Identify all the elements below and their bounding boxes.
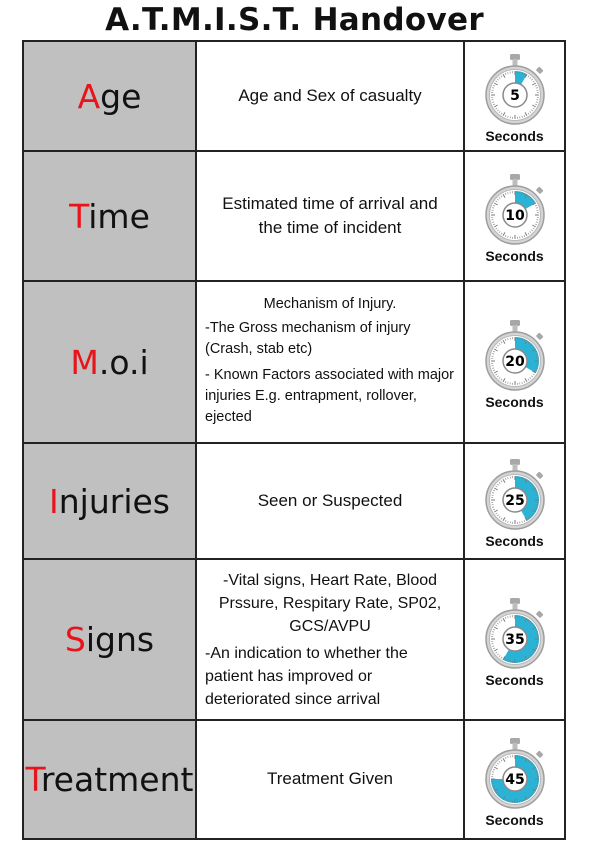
atmist-table (22, 40, 566, 840)
stopwatch-button (535, 471, 543, 479)
label-initial: A (77, 76, 101, 116)
description-paragraph: -Vital signs, Heart Rate, Blood Prssure, Respitary Rate, SP02, GCS/AVPU (218, 571, 442, 635)
row-label (78, 77, 142, 116)
description-text: Estimated time of arrival and the time of incident (222, 194, 438, 237)
row-label (49, 482, 170, 521)
timer-value: 20 (504, 354, 525, 370)
stopwatch-button (535, 66, 543, 74)
label-rest: igns (85, 620, 155, 659)
label-rest: .o.i (98, 342, 149, 382)
label-initial: S (64, 620, 86, 659)
description-cell (197, 721, 465, 838)
table-row-treatment (24, 721, 564, 838)
label-rest: njuries (58, 481, 170, 521)
label-initial: T (25, 760, 41, 799)
description-text: Age and Sex of casualty (238, 86, 422, 105)
description-cell (197, 282, 465, 442)
row-label (65, 620, 154, 659)
row-label (69, 197, 150, 236)
description-cell (197, 560, 465, 719)
label-cell (24, 444, 197, 558)
row-label (26, 760, 194, 799)
label-initial: I (49, 481, 59, 521)
description-paragraph: -The Gross mechanism of injury (Crash, stab etc) (205, 320, 411, 357)
description-paragraph: -An indication to whether the patient has improved or deteriorated since arrival (205, 644, 408, 708)
label-rest: ime (88, 196, 150, 236)
label-cell (24, 282, 197, 442)
timer-value: 35 (504, 631, 525, 648)
description-cell (197, 152, 465, 280)
stopwatch-icon (476, 314, 554, 394)
timer-value: 45 (504, 771, 525, 788)
seconds-label: Seconds (485, 248, 544, 264)
table-row-time (24, 152, 564, 282)
label-initial: T (69, 196, 89, 236)
description-cell (197, 42, 465, 150)
label-cell (24, 152, 197, 280)
timer-cell (465, 560, 564, 719)
description-text: Seen or Suspected (257, 491, 403, 510)
table-row-signs (24, 560, 564, 721)
description-text: Treatment Given (267, 769, 393, 788)
description-heading: Mechanism of Injury. (263, 296, 397, 312)
label-cell (24, 560, 197, 719)
timer-value: 10 (504, 208, 525, 224)
stopwatch-icon (476, 732, 554, 812)
seconds-label: Seconds (485, 671, 544, 688)
stopwatch-button (535, 186, 543, 194)
row-label (70, 343, 148, 382)
label-cell (24, 721, 197, 838)
table-row-moi (24, 282, 564, 444)
timer-cell (465, 282, 564, 442)
description-paragraph: - Known Factors associated with major injuries E.g. entrapment, rollover, ejected (205, 367, 455, 425)
timer-cell (465, 42, 564, 150)
stopwatch-button (535, 332, 543, 340)
label-rest: ge (100, 76, 142, 116)
seconds-label: Seconds (485, 811, 544, 828)
label-rest: reatment (40, 760, 194, 799)
stopwatch-icon (476, 592, 554, 672)
timer-cell (465, 152, 564, 280)
timer-value: 25 (504, 493, 525, 509)
timer-cell (465, 721, 564, 838)
label-initial: M (70, 342, 99, 382)
seconds-label: Seconds (485, 394, 544, 410)
stopwatch-button (535, 750, 543, 758)
table-row-age (24, 42, 564, 152)
seconds-label: Seconds (485, 128, 544, 144)
timer-cell (465, 444, 564, 558)
seconds-label: Seconds (485, 533, 544, 549)
page-title: A.T.M.I.S.T. Handover (105, 2, 484, 38)
stopwatch-icon (476, 48, 554, 128)
label-cell (24, 42, 197, 150)
table-row-injuries (24, 444, 564, 560)
stopwatch-button (535, 610, 543, 618)
description-cell (197, 444, 465, 558)
timer-value: 5 (509, 88, 520, 104)
stopwatch-icon (476, 168, 554, 248)
stopwatch-icon (476, 453, 554, 533)
